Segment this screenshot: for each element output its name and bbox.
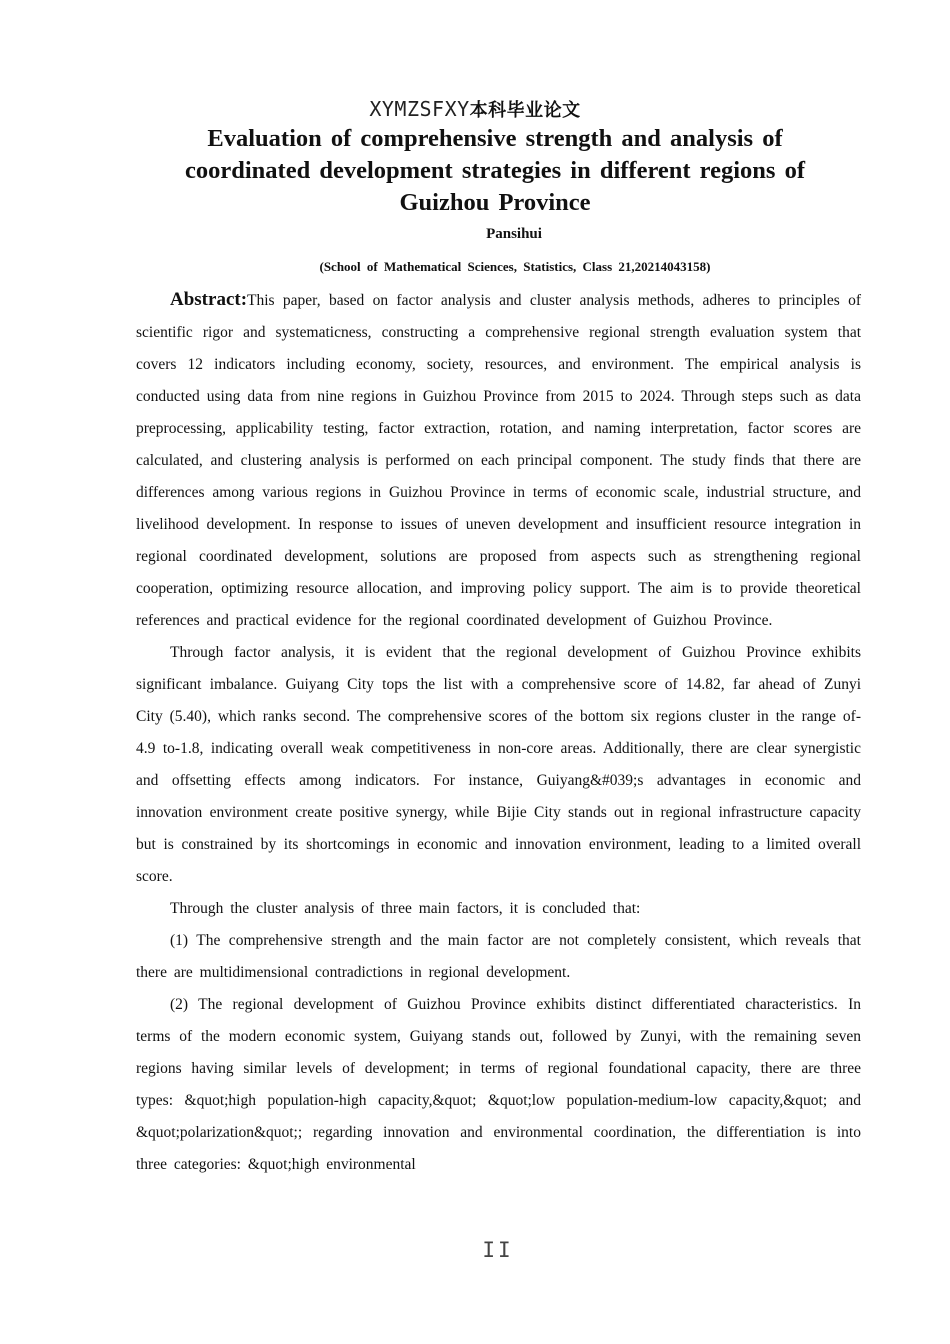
body-paragraph: (2) The regional development of Guizhou Province exhibits distinct differentiated characteristics. In terms of the modern economic system, Guiyang stands out, followed by Zunyi, with the remaining seven regions having similar levels of development; in terms of regional foundational capacity, there are three types: &quot;high population-high capacity,&quot; &quot;low population-medium-low capacity,&quot; and &quot;polarization&quot;; regarding innovation and environmental coordination, the differentiation is into three categories: &quot;high environmental xyxy=(136,996,861,1173)
school-code: XYMZSFXY xyxy=(369,97,470,121)
author-affiliation: (School of Mathematical Sciences, Statistics, Class 21,20214043158) xyxy=(319,259,711,274)
body-paragraph: Through the cluster analysis of three main factors, it is concluded that: xyxy=(170,900,641,917)
author-name: Pansihui xyxy=(486,226,542,242)
abstract-text: This paper, based on factor analysis and cluster analysis methods, adheres to principles of scientific rigor and systematicness, constructing a comprehensive regional strength evaluation system that covers 12 indicators including economy, society, resources, and environment. The empirical analysis is conducted using data from nine regions in Guizhou Province from 2015 to 2024. Through steps such as data preprocessing, applicability testing, factor extraction, rotation, and naming interpretation, factor scores are calculated, and clustering analysis is performed on each principal component. The study finds that there are differences among various regions in Guizhou Province in terms of economic scale, industrial structure, and livelihood development. In response to issues of uneven development and insufficient resource integration in regional coordinated development, solutions are proposed from aspects such as strengthening regional cooperation, optimizing resource allocation, and improving policy support. The aim is to provide theoretical references and practical evidence for the regional coordinated development of Guizhou Province. xyxy=(136,292,861,629)
body-paragraph: Through factor analysis, it is evident that the regional development of Guizhou Province exhibits significant imbalance. Guiyang City tops the list with a comprehensive score of 14.82, far ahead of Zunyi City (5.40), which ranks second. The comprehensive scores of the bottom six regions cluster in the range of-4.9 to-1.8, indicating overall weak competitiveness in non-core areas. Additionally, there are clear synergistic and offsetting effects among indicators. For instance, Guiyang&#039;s advantages in economic and innovation environment create positive synergy, while Bijie City stands out in regional infrastructure capacity but is constrained by its shortcomings in economic and innovation environment, leading to a limited overall score. xyxy=(136,644,861,885)
paper-title: Evaluation of comprehensive strength and analysis of coordinated development strategies in different regions of Guizhou Province xyxy=(185,125,805,216)
page-number: II xyxy=(482,1238,514,1262)
thesis-type: 本科毕业论文 xyxy=(469,100,581,121)
paper-body xyxy=(136,284,861,1181)
abstract-paragraph xyxy=(136,284,861,637)
body-paragraph: (1) The comprehensive strength and the main factor are not completely consistent, which reveals that there are multidimensional contradictions in regional development. xyxy=(136,932,861,981)
page-header xyxy=(0,96,950,122)
abstract-label: Abstract: xyxy=(170,289,248,310)
